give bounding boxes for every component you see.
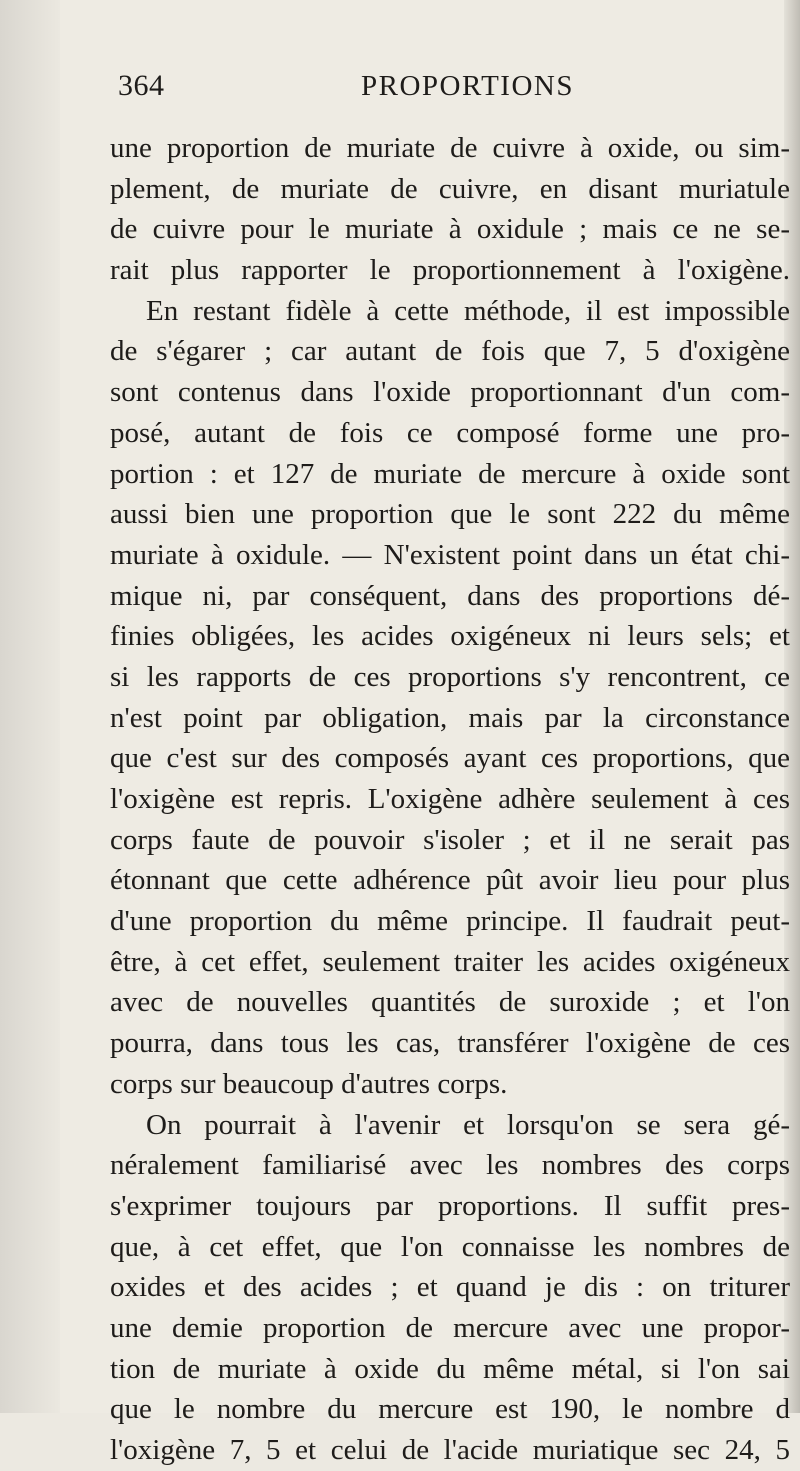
page-header <box>118 66 678 116</box>
text-line: si les rapports de ces proportions s'y rencontrent, ce <box>110 660 790 693</box>
text-line: plement, de muriate de cuivre, en disant muriatule <box>110 172 790 205</box>
text-line: pourra, dans tous les cas, transférer l'oxigène de ces <box>110 1027 790 1060</box>
text-line: de s'égarer ; car autant de fois que 7, 5 d'oxigène <box>110 335 790 368</box>
text-line: muriate à oxidule. — N'existent point dans un état chi- <box>110 538 790 571</box>
text-line: une proportion de muriate de cuivre à oxide, ou sim- <box>110 132 790 164</box>
text-line: On pourrait à l'avenir et lorsqu'on se sera gé- <box>146 1108 790 1141</box>
text-line: rait plus rapporter le proportionnement à l'oxigène. <box>110 254 790 287</box>
text-line: n'est point par obligation, mais par la circonstance <box>110 701 790 734</box>
text-line: En restant fidèle à cette méthode, il est impossible <box>146 294 790 327</box>
text-line: néralement familiarisé avec les nombres des corps <box>110 1149 790 1182</box>
text-line: tion de muriate à oxide du même métal, si l'on sai <box>110 1352 790 1385</box>
text-line: portion : et 127 de muriate de mercure à oxide sont <box>110 457 790 490</box>
text-line: une demie proportion de mercure avec une propor- <box>110 1311 790 1344</box>
text-line: corps faute de pouvoir s'isoler ; et il ne serait pas <box>110 823 790 856</box>
text-line: oxides et des acides ; et quand je dis : on triturer <box>110 1271 790 1304</box>
page-gutter <box>0 0 60 1413</box>
text-line: que, à cet effet, que l'on connaisse les nombres de <box>110 1230 790 1263</box>
text-line: étonnant que cette adhérence pût avoir lieu pour plus <box>110 864 790 897</box>
text-line: de cuivre pour le muriate à oxidule ; mais ce ne se- <box>110 213 790 246</box>
text-line: être, à cet effet, seulement traiter les acides oxigéneux <box>110 945 790 978</box>
text-line: corps sur beaucoup d'autres corps. <box>110 1067 508 1100</box>
text-line: que c'est sur des composés ayant ces proportions, que <box>110 742 790 775</box>
text-line: sont contenus dans l'oxide proportionnant d'un com- <box>110 376 790 409</box>
text-line: mique ni, par conséquent, dans des proportions dé- <box>110 579 790 612</box>
text-line: aussi bien une proportion que le sont 222 du même <box>110 498 790 531</box>
text-line: que le nombre du mercure est 190, le nombre d <box>110 1393 790 1426</box>
page-number: 364 <box>118 69 165 102</box>
text-line: l'oxigène est repris. L'oxigène adhère seulement à ces <box>110 783 790 815</box>
body-text <box>110 128 790 1471</box>
text-line: posé, autant de fois ce composé forme une pro- <box>110 416 790 449</box>
text-line: l'oxigène 7, 5 et celui de l'acide muriatique sec 24, 5 <box>110 1434 790 1466</box>
text-line: avec de nouvelles quantités de suroxide ; et l'on <box>110 986 790 1019</box>
running-head: PROPORTIONS <box>361 70 574 102</box>
text-line: d'une proportion du même principe. Il faudrait peut- <box>110 905 790 938</box>
text-line: finies obligées, les acides oxigéneux ni leurs sels; et <box>110 620 790 653</box>
text-line: s'exprimer toujours par proportions. Il suffit pres- <box>110 1189 790 1222</box>
